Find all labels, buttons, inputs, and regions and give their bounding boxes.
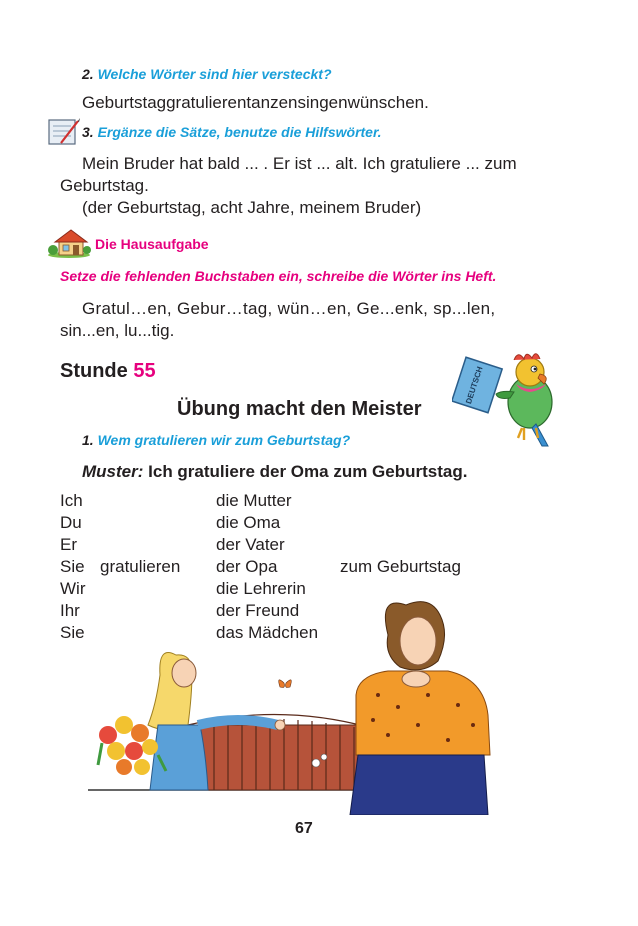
homework-line2: sin...en, lu...tig. xyxy=(60,321,175,340)
object-cell: der Vater xyxy=(216,535,285,554)
lesson-number-heading xyxy=(60,360,156,383)
pronoun-cell: Er xyxy=(60,535,77,554)
lesson-title: Übung macht den Meister xyxy=(177,398,422,420)
task1-number: 1. xyxy=(82,432,94,448)
task1-heading xyxy=(82,432,350,448)
pronoun-cell: Ich xyxy=(60,491,83,510)
object-cell: die Oma xyxy=(216,513,281,532)
object-cell: die Lehrerin xyxy=(216,579,306,598)
page-number: 67 xyxy=(295,820,313,837)
task1-title: Wem gratulieren wir zum Geburtstag? xyxy=(97,432,351,448)
homework-instruction: Setze die fehlenden Buchstaben ein, schreibe die Wörter ins Heft. xyxy=(60,268,497,284)
object-cell: der Opa xyxy=(216,557,278,576)
task3-number: 3. xyxy=(82,124,94,140)
task3-line3: (der Geburtstag, acht Jahre, meinem Bruder) xyxy=(82,198,422,217)
task3-heading xyxy=(82,124,382,140)
task2-number: 2. xyxy=(82,66,94,82)
pronoun-cell: Du xyxy=(60,513,82,532)
pronoun-cell: Ihr xyxy=(60,601,80,620)
object-cell: die Mutter xyxy=(216,491,292,510)
object-cell: der Freund xyxy=(216,601,300,620)
task3-line2: Geburtstag. xyxy=(60,176,149,195)
stunde-label: Stunde xyxy=(60,360,128,382)
homework-line1: Gratul…en, Gebur…tag, wün…en, Ge...enk, sp...len, xyxy=(82,299,496,318)
pronoun-cell: Wir xyxy=(60,579,86,598)
homework-label: Die Hausaufgabe xyxy=(95,236,209,252)
task2-heading xyxy=(82,66,332,82)
ending-cell: zum Geburtstag xyxy=(340,557,461,576)
notebook-pen-icon xyxy=(47,117,81,147)
verb-cell: gratulieren xyxy=(100,557,181,576)
pronoun-cell: Sie xyxy=(60,557,85,576)
birthday-greeting-illustration xyxy=(88,575,498,815)
parrot-with-book-illustration xyxy=(452,350,574,450)
muster-label: Muster: xyxy=(82,462,144,481)
task2-title: Welche Wörter sind hier versteckt? xyxy=(97,66,332,82)
pronoun-column xyxy=(60,490,85,644)
task2-text: Geburtstaggratulierentanzensingenwünschen. xyxy=(82,93,429,112)
house-icon xyxy=(47,228,93,258)
butterfly-icon xyxy=(279,680,292,688)
stunde-number: 55 xyxy=(133,360,156,382)
task3-line1: Mein Bruder hat bald ... . Er ist ... alt. Ich gratuliere ... zum xyxy=(82,154,517,173)
book-label: DEUTSCH xyxy=(464,365,485,405)
muster-sentence xyxy=(82,462,467,482)
muster-text: Ich gratuliere der Oma zum Geburtstag. xyxy=(148,462,468,481)
pronoun-cell: Sie xyxy=(60,623,85,642)
grandmother-figure xyxy=(350,602,490,815)
object-cell: das Mädchen xyxy=(216,623,319,642)
task3-title: Ergänze die Sätze, benutze die Hilfswörter. xyxy=(97,124,382,140)
